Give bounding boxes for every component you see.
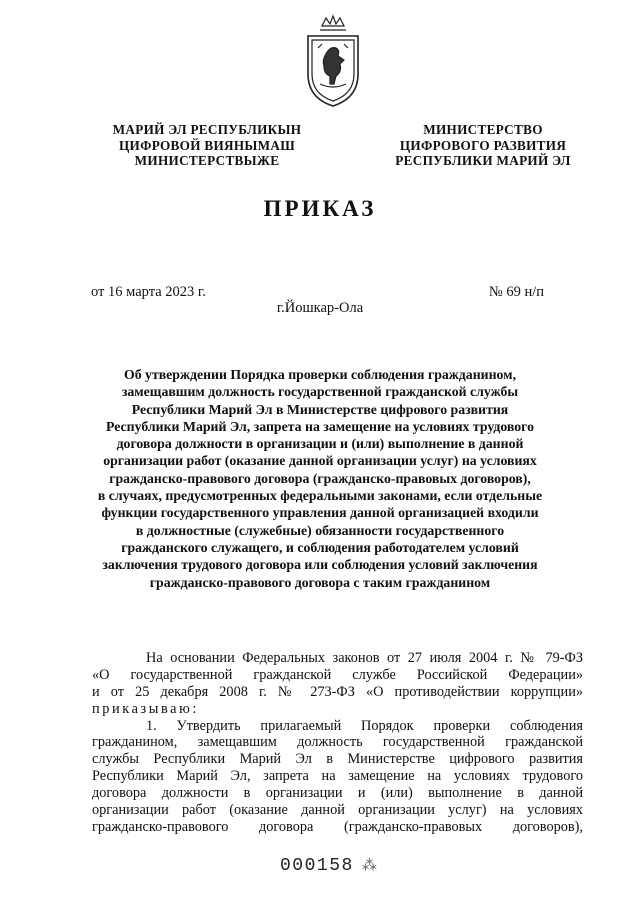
ministry-name-mari (92, 122, 322, 169)
body-line: На основании Федеральных законов от 27 июля 2004 г. № 79-ФЗ (146, 650, 583, 666)
coat-of-arms-icon (300, 14, 366, 110)
subject-line: заключения трудового договора или соблюдения условий заключения (102, 557, 538, 573)
document-number: № 69 н/п (488, 284, 544, 300)
serial-number-stamp (280, 856, 378, 876)
subject-line: гражданско-правового договора (гражданско-правовых договоров), (109, 470, 531, 486)
document-subject (60, 366, 580, 591)
body-line: гражданско-правового договора (гражданско-правовых договоров), (92, 818, 583, 835)
header-right-line: ЦИФРОВОГО РАЗВИТИЯ (399, 137, 567, 153)
ministry-name-russian (368, 122, 598, 169)
header-left-line: МАРИЙ ЭЛ РЕСПУБЛИКЫН (112, 122, 302, 137)
document-body (92, 650, 583, 836)
body-line: организации работ (оказание данной организации услуг) на условиях (92, 802, 583, 819)
subject-line: организации работ (оказание данной организации услуг) на условиях (103, 453, 537, 469)
body-line: и от 25 декабря 2008 г. № 273-ФЗ «О противодействии коррупции» (92, 683, 583, 700)
serial-number: 000158 (280, 856, 354, 876)
header-left-line: МИНИСТЕРСТВЫЖЕ (134, 153, 280, 169)
subject-line: Республики Марий Эл, запрета на замещение на условиях трудового (106, 418, 534, 434)
body-line: службы Республики Марий Эл в Министерстве цифрового развития (92, 751, 583, 768)
document-date: от 16 марта 2023 г. (91, 284, 206, 300)
body-line: договора должности в организации и (или) выполнение в данной (92, 785, 583, 802)
subject-line: в случаях, предусмотренных федеральными законами, если отдельные (97, 488, 543, 504)
subject-line: гражданского служащего, и соблюдения работодателем условий (121, 539, 519, 555)
subject-line: Об утверждении Порядка проверки соблюдения гражданином, (123, 367, 517, 382)
subject-line: замещавшим должность государственной гражданской службы (121, 384, 519, 400)
document-city: г.Йошкар-Ола (276, 300, 364, 316)
header-right-line: МИНИСТЕРСТВО (423, 122, 543, 137)
subject-line: в должностные (служебные) обязанности государственного (135, 522, 505, 538)
subject-line: договора должности в организации и (или) выполнение в данной (116, 436, 524, 452)
body-line: Республики Марий Эл, запрета на замещение на условиях трудового (92, 768, 583, 785)
body-line-order: приказываю: (92, 700, 199, 717)
header-right-line: РЕСПУБЛИКИ МАРИЙ ЭЛ (395, 153, 571, 169)
header-left-line: ЦИФРОВОЙ ВИЯНЫМАШ (118, 137, 296, 153)
subject-line: гражданско-правового договора с таким гражданином (149, 574, 491, 590)
subject-line: Республики Марий Эл в Министерстве цифрового развития (131, 401, 509, 417)
body-line: «О государственной гражданской службе Российской Федерации» (92, 666, 583, 683)
body-line: гражданином, замещавшим должность государственной гражданской (92, 734, 583, 751)
subject-line: функции государственного управления данной организацией входили (101, 505, 539, 521)
document-type-title: ПРИКАЗ (263, 196, 377, 221)
stamp-mark-icon: ⁂ (361, 858, 379, 875)
body-line: 1. Утвердить прилагаемый Порядок проверки соблюдения (146, 717, 583, 734)
